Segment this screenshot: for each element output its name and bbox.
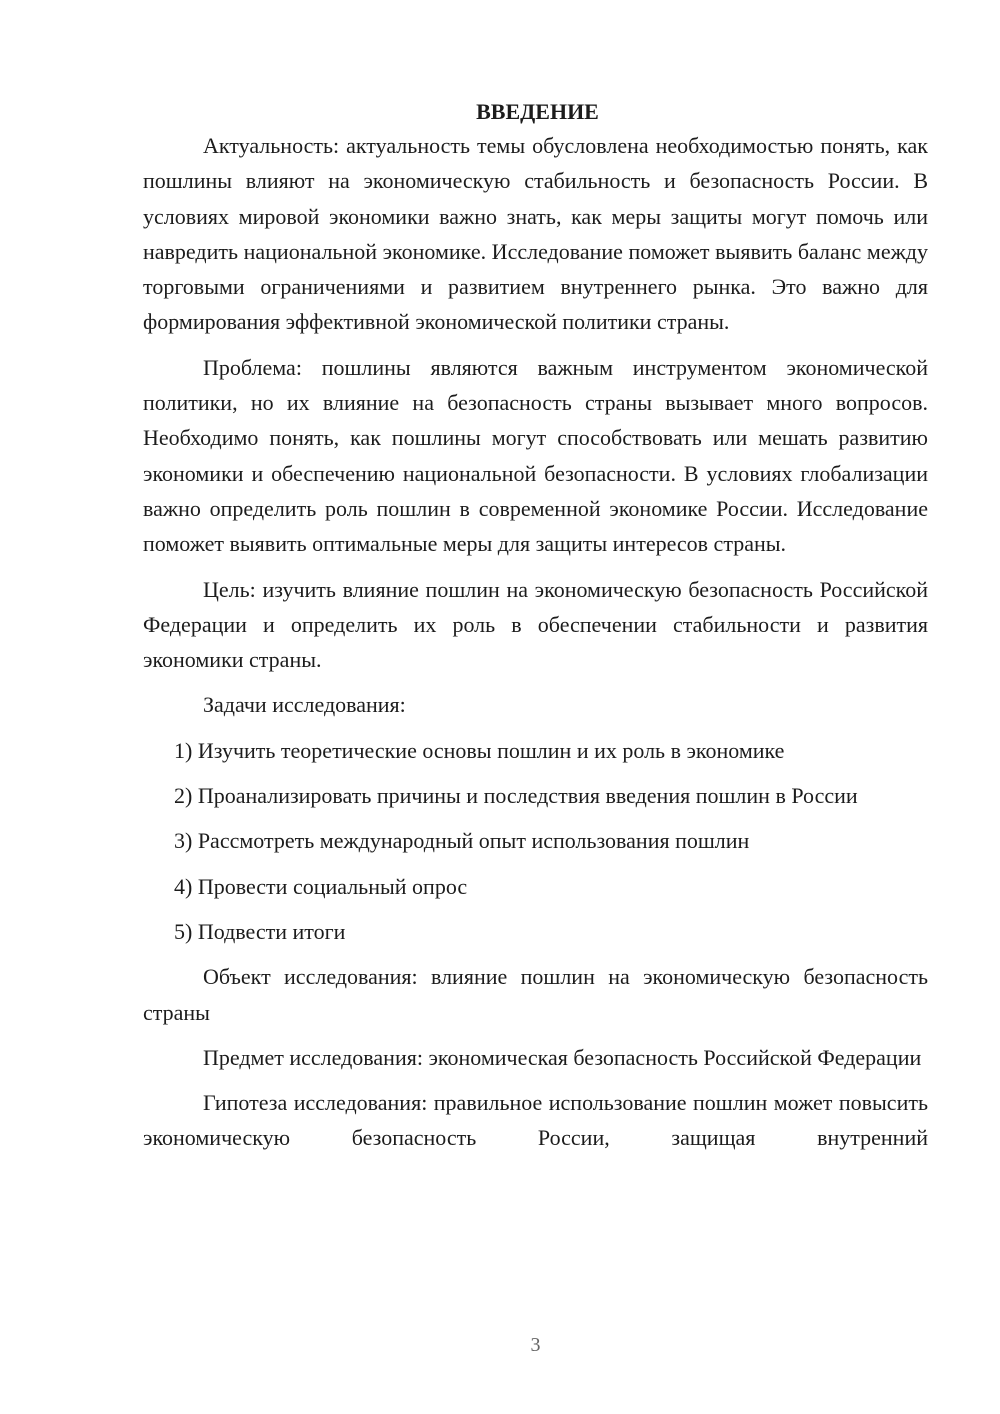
hypothesis-paragraph: Гипотеза исследования: правильное использование пошлин может повысить экономическую безопасность России, защищая внутренний (143, 1090, 928, 1151)
task-item: 2) Проанализировать причины и последствия введения пошлин в России (174, 783, 858, 809)
tasks-heading: Задачи исследования: (203, 692, 406, 718)
task-item: 1) Изучить теоретические основы пошлин и их роль в экономике (174, 737, 785, 763)
relevance-paragraph: Актуальность: актуальность темы обусловлена необходимостью понять, как пошлины влияют на экономическую стабильность и безопасность России. В условиях мировой экономики важно знать, как меры защиты могут помочь или навредить национальной экономике. Исследование поможет выявить баланс между торговыми ограничениями и развитием внутреннего рынка. Это важно для формирования эффективной экономической политики страны. (143, 133, 928, 335)
task-item: 4) Провести социальный опрос (174, 873, 468, 899)
page-number: 3 (530, 1334, 541, 1356)
problem-paragraph: Проблема: пошлины являются важным инструментом экономической политики, но их влияние на безопасность страны вызывает много вопросов. Необходимо понять, как пошлины могут способствовать или мешать развитию экономики и обеспечению национальной безопасности. В условиях глобализации важно определить роль пошлин в современной экономике России. Исследование поможет выявить оптимальные меры для защиты интересов страны. (143, 354, 928, 557)
object-paragraph: Объект исследования: влияние пошлин на экономическую безопасность страны (143, 964, 928, 1025)
subject-paragraph: Предмет исследования: экономическая безопасность Российской Федерации (203, 1044, 922, 1070)
section-title: ВВЕДЕНИЕ (476, 99, 599, 124)
goal-paragraph: Цель: изучить влияние пошлин на экономическую безопасность Российской Федерации и определить их роль в обеспечении стабильности и развития экономики страны. (143, 576, 928, 673)
document-page (143, 94, 928, 1166)
task-item: 3) Рассмотреть международный опыт использования пошлин (174, 828, 750, 854)
task-item: 5) Подвести итоги (174, 918, 346, 944)
